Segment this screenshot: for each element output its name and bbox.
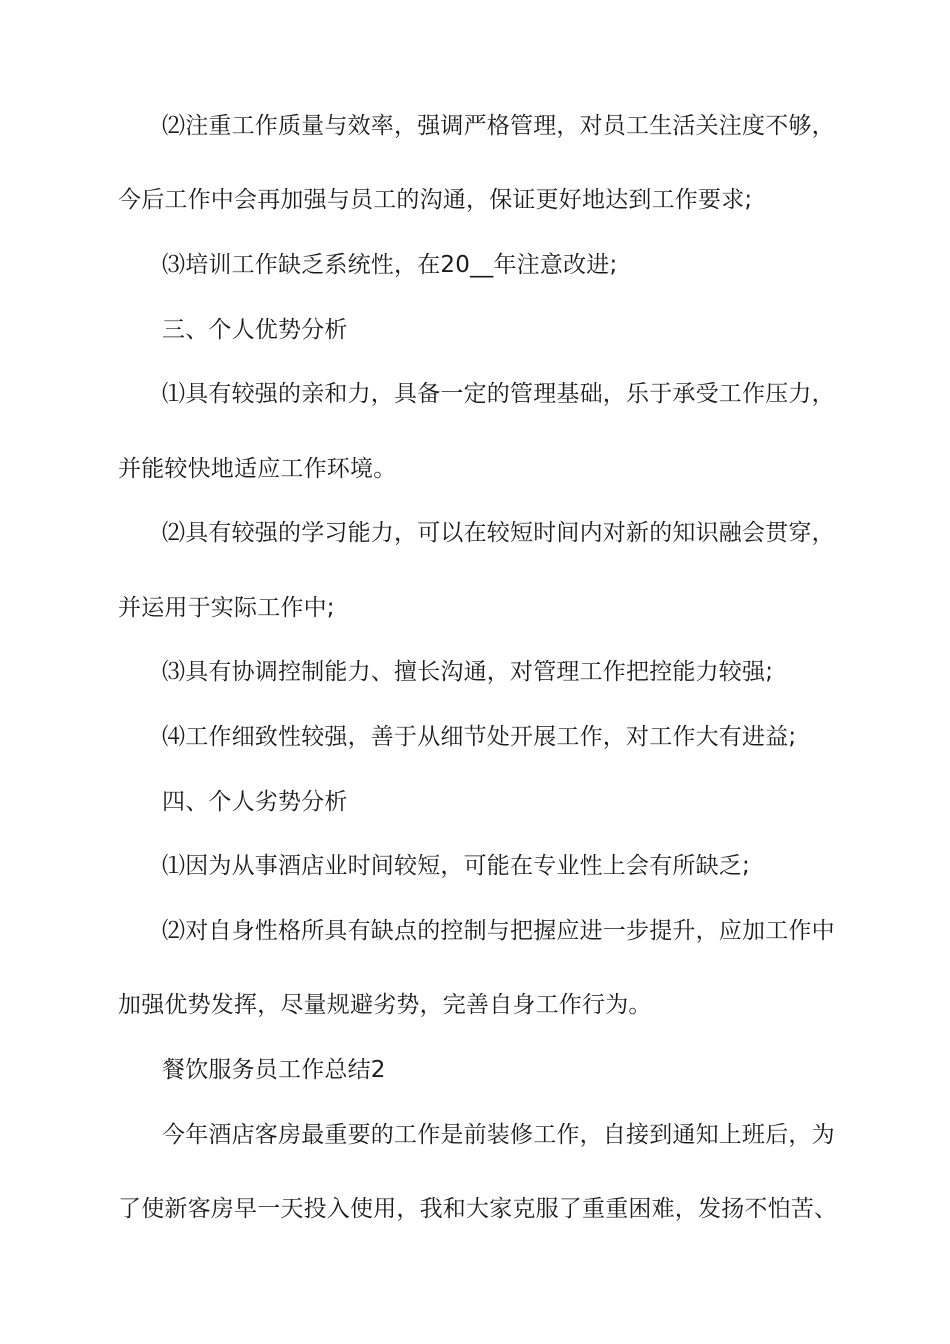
paragraph-line: ⑴具有较强的亲和力，具备一定的管理基础，乐于承受工作压力， [162,381,835,407]
paragraph-line: 今年酒店客房最重要的工作是前装修工作，自接到通知上班后，为 [162,1122,835,1148]
section-heading: 餐饮服务员工作总结2 [162,1057,386,1083]
paragraph-line: ⑵对自身性格所具有缺点的控制与把握应进一步提升，应加工作中 [162,918,835,944]
paragraph-line: ⑶具有协调控制能力、擅长沟通，对管理工作把控能力较强; [162,659,774,685]
section-heading: 三、个人优势分析 [162,317,348,343]
paragraph-line: ⑴因为从事酒店业时间较短，可能在专业性上会有所缺乏; [162,853,750,879]
section-heading: 四、个人劣势分析 [162,789,348,815]
paragraph-line: 并运用于实际工作中; [118,595,335,621]
paragraph-line: ⑵注重工作质量与效率，强调严格管理，对员工生活关注度不够， [162,113,835,139]
paragraph-line: 并能较快地适应工作环境。 [118,456,397,482]
paragraph-line: ⑵具有较强的学习能力，可以在较短时间内对新的知识融会贯穿， [162,520,835,546]
paragraph-line: 今后工作中会再加强与员工的沟通，保证更好地达到工作要求; [118,187,753,213]
paragraph-line: 了使新客房早一天投入使用，我和大家克服了重重困难，发扬不怕苦、 [118,1196,838,1222]
paragraph-line: ⑶培训工作缺乏系统性，在20__年注意改进; [162,252,618,278]
paragraph-line: ⑷工作细致性较强，善于从细节处开展工作，对工作大有进益; [162,724,797,750]
paragraph-line: 加强优势发挥，尽量规避劣势，完善自身工作行为。 [118,992,652,1018]
